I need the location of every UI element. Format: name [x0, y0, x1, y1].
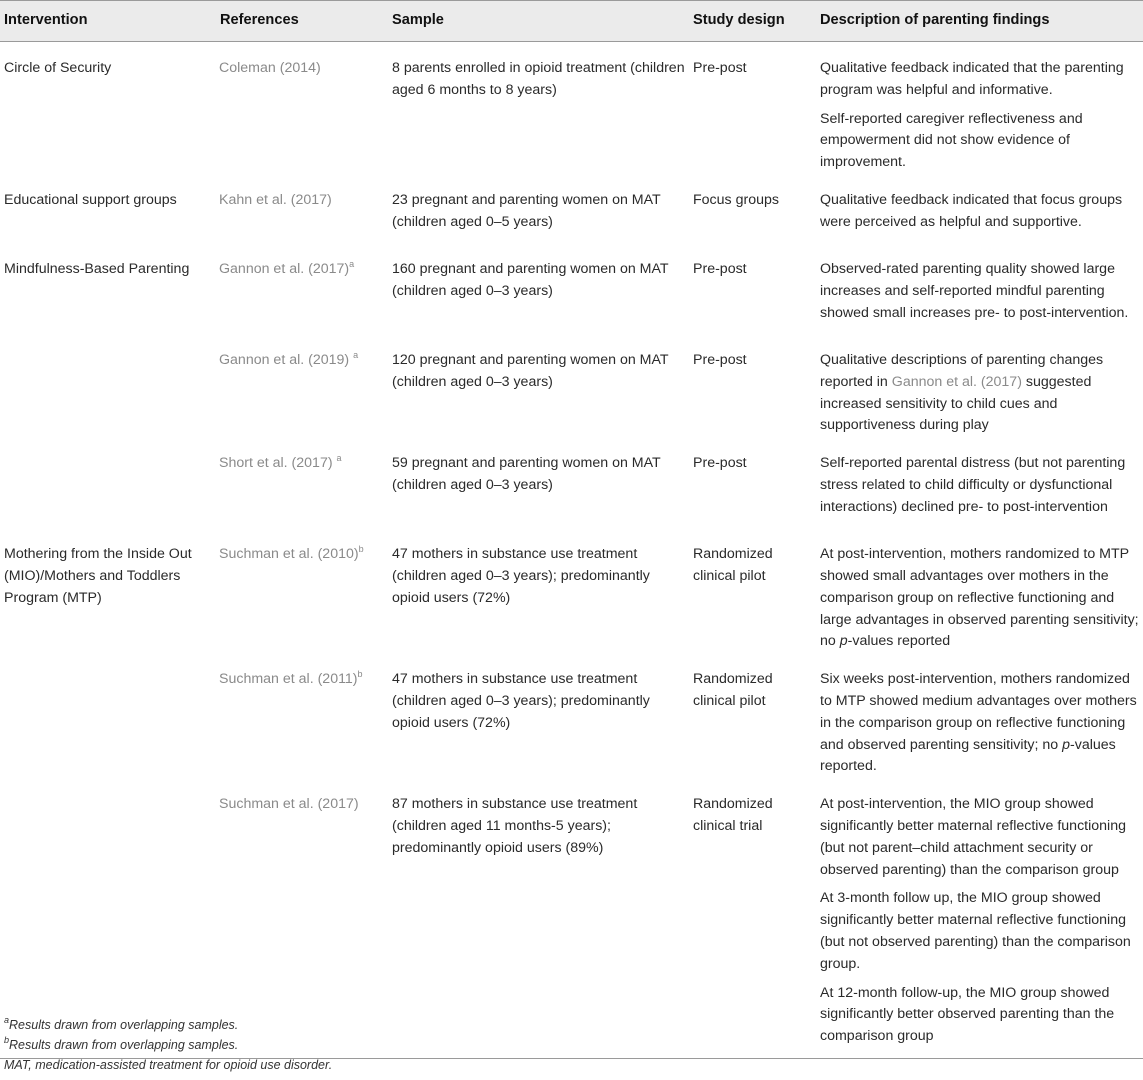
finding-text: Qualitative feedback indicated that focus groups were perceived as helpful and supportive.	[820, 191, 1123, 230]
design-cell: Randomized clinical pilot	[693, 671, 773, 709]
sample-cell: 87 mothers in substance use treatment (children aged 11 months-5 years); predominantly opioid users (89%)	[392, 796, 638, 856]
intervention-cell	[4, 334, 215, 350]
finding-text: At post-intervention, the MIO group showed significantly better maternal reflective functioning (but not parent–child attachment security or observed parenting) than the comparison group	[820, 796, 1126, 878]
table-row	[0, 334, 1143, 437]
design-cell: Pre-post	[693, 60, 747, 76]
table-row	[0, 42, 1143, 174]
sample-cell: 47 mothers in substance use treatment (children aged 0–3 years); predominantly opioid users (72%)	[392, 546, 650, 606]
reference-cell: Short et al. (2017) $^a$	[219, 453, 342, 472]
finding-text: Qualitative descriptions of parenting changes reported in Gannon et al. (2017) suggested increased sensitivity to child cues and supportiveness during play	[820, 351, 1104, 434]
design-cell: Randomized clinical pilot	[693, 546, 773, 584]
finding-text: Six weeks post-intervention, mothers randomized to MTP showed medium advantages over mothers in the comparison group on reflective functioning and observed parenting sensitivity; no p-values reported.	[820, 671, 1137, 775]
intervention-cell	[4, 437, 215, 453]
finding-text: At post-intervention, mothers randomized to MTP showed small advantages over mothers in the comparison group on reflective functioning and large advantages in observed parenting sensitivity; no p-values reported	[820, 546, 1139, 650]
intervention-cell	[4, 653, 215, 669]
finding-text: At 12-month follow-up, the MIO group showed significantly better observed parenting than the comparison group	[820, 984, 1115, 1045]
footnote: $^a$Results drawn from overlapping samples.	[4, 1015, 239, 1032]
design-cell: Focus groups	[693, 191, 779, 208]
inline-reference-link[interactable]: Gannon et al. (2017)	[891, 373, 1022, 390]
intervention-cell	[4, 778, 215, 794]
design-cell: Randomized clinical trial	[693, 796, 773, 834]
sample-cell: 120 pregnant and parenting women on MAT (children aged 0–3 years)	[392, 351, 669, 390]
finding-text: Self-reported caregiver reflectiveness and empowerment did not show evidence of improvement.	[820, 110, 1083, 171]
intervention-cell: Circle of Security	[4, 60, 112, 76]
table-row	[0, 653, 1143, 778]
sample-cell: 160 pregnant and parenting women on MAT (children aged 0–3 years)	[392, 260, 669, 299]
design-cell: Pre-post	[693, 260, 747, 277]
finding-text: At 3-month follow up, the MIO group showed significantly better maternal reflective functioning (but not observed parenting) than the comparison group.	[820, 890, 1131, 972]
reference-cell: Suchman et al. (2017)	[219, 796, 359, 813]
header-sample: Sample	[392, 12, 444, 29]
finding-text: Self-reported parental distress (but not parenting stress related to child difficulty or dysfunctional interactions) declined pre- to post-intervention	[820, 455, 1126, 515]
reference-cell: Gannon et al. (2019) $^a$	[219, 349, 359, 368]
header-references: References	[220, 12, 299, 29]
table-row	[0, 243, 1143, 334]
sample-cell: 47 mothers in substance use treatment (children aged 0–3 years); predominantly opioid users (72%)	[392, 671, 650, 731]
intervention-cell: Mindfulness-Based Parenting	[4, 260, 190, 277]
header-intervention: Intervention	[4, 12, 88, 29]
table-row	[0, 528, 1143, 653]
sample-cell: 8 parents enrolled in opioid treatment (children aged 6 months to 8 years)	[392, 60, 685, 98]
finding-text: Qualitative feedback indicated that the parenting program was helpful and informative.	[820, 60, 1124, 98]
design-cell: Pre-post	[693, 455, 747, 472]
reference-cell: Gannon et al. $(2017)^a$	[219, 258, 355, 277]
table-header-row	[0, 1, 1143, 42]
sample-cell: 23 pregnant and parenting women on MAT (children aged 0–5 years)	[392, 191, 661, 230]
table-footnotes	[4, 1015, 332, 1075]
sample-cell: 59 pregnant and parenting women on MAT (children aged 0–3 years)	[392, 455, 661, 493]
reference-cell: Suchman et al. $(2010)^b$	[219, 544, 364, 563]
reference-cell: Kahn et al. (2017)	[219, 191, 332, 208]
intervention-cell: Educational support groups	[4, 191, 177, 208]
table-row	[0, 437, 1143, 528]
reference-cell: Coleman (2014)	[219, 60, 321, 76]
table-row	[0, 174, 1143, 243]
reference-cell: Suchman et al. $(2011)^b$	[219, 669, 363, 688]
footnote: $^b$Results drawn from overlapping samples.	[4, 1035, 239, 1052]
header-study-design: Study design	[693, 12, 785, 29]
footnote: MAT, medication-assisted treatment for opioid use disorder.	[4, 1058, 333, 1072]
intervention-cell: Mothering from the Inside Out (MIO)/Mothers and Toddlers Program (MTP)	[4, 546, 192, 606]
header-findings: Description of parenting findings	[820, 12, 1050, 29]
finding-text: Observed-rated parenting quality showed large increases and self-reported mindful parenting showed small increases pre- to post-intervention.	[820, 260, 1129, 321]
design-cell: Pre-post	[693, 351, 747, 368]
